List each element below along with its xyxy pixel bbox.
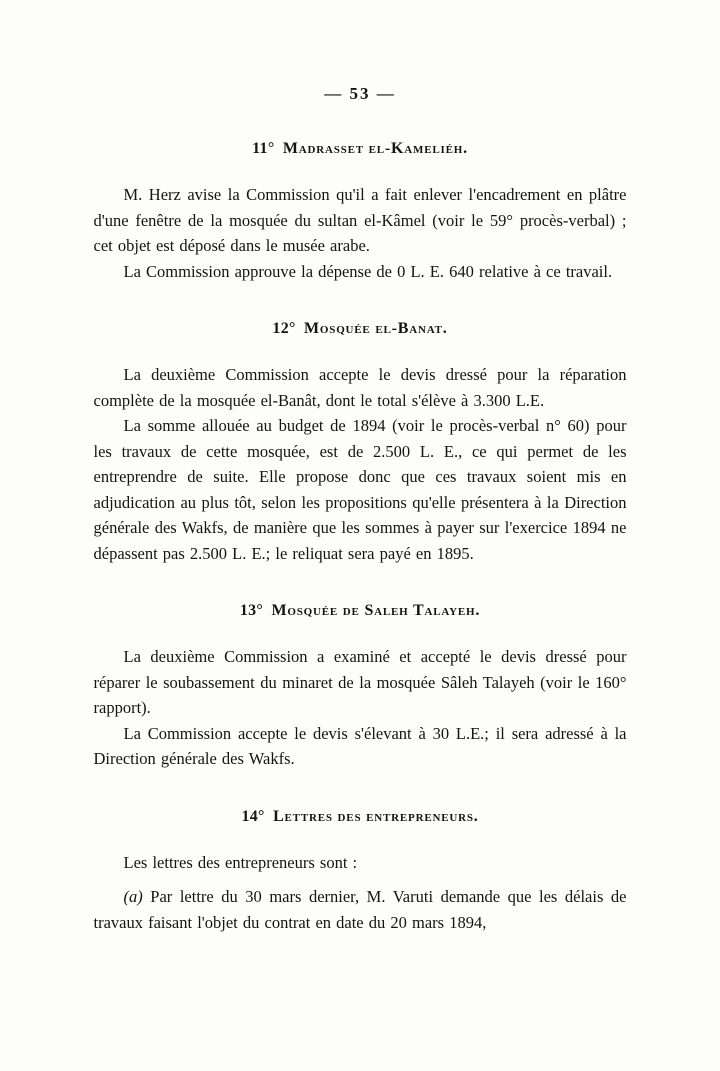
section-mosquee-el-banat [94, 320, 627, 566]
paragraph: La Commission accepte le devis s'élevant à 30 L.E.; il sera adressé à la Direction générale des Wakfs. [93, 723, 627, 768]
text-column [94, 140, 627, 935]
paragraph: M. Herz avise la Commission qu'il a fait enlever l'encadrement en plâtre d'une fenêtre de la mosquée du sultan el-Kâmel (voir le 59° procès-verbal) ; cet objet est déposé dans le musée arabe. [93, 185, 627, 255]
list-marker: (a) [123, 887, 143, 906]
section-heading [94, 320, 627, 338]
section-title: Mosquée el-Banat. [304, 320, 448, 337]
list-item-text: Par lettre du 30 mars dernier, M. Varuti demande que les délais de travaux faisant l'objet du contrat en date du 20 mars 1894, [93, 887, 627, 932]
section-title: Madrasset el-Kameliéh. [282, 140, 468, 157]
section-madrasset-el-kamelieh [94, 140, 627, 284]
paragraph: La somme allouée au budget de 1894 (voir le procès-verbal n° 60) pour les travaux de cette mosquée, est de 2.500 L. E., ce qui permet de les entreprendre de suite. Elle propose donc que ces travaux soient mis en adjudication au plus tôt, selon les propositions qu'elle présentera à la Direction générale des Wakfs, de manière que les sommes à payer sur l'exercice 1894 ne dépassent pas 2.500 L. E.; le reliquat sera payé en 1895. [93, 416, 627, 563]
section-title: Mosquée de Saleh Talayeh. [271, 602, 481, 619]
section-heading [94, 602, 627, 620]
paragraph: Les lettres des entrepreneurs sont : [123, 852, 358, 872]
section-number: 14° [241, 807, 265, 825]
section-number: 11° [252, 140, 275, 157]
page-number: — 53 — [324, 84, 396, 103]
section-number: 13° [239, 602, 264, 619]
section-lettres-des-entrepreneurs [94, 808, 627, 936]
paragraph: La Commission approuve la dépense de 0 L. E. 640 relative à ce travail. [123, 261, 613, 281]
section-mosquee-saleh-talayeh [94, 602, 627, 772]
paragraph: La deuxième Commission a examiné et accepté le devis dressé pour réparer le soubassement du minaret de la mosquée Sâleh Talayeh (voir le 160° rapport). [93, 647, 627, 717]
section-heading [94, 808, 627, 826]
paragraph-letter-item [94, 884, 627, 935]
section-heading [94, 140, 627, 158]
section-title: Lettres des entrepreneurs. [273, 807, 479, 825]
paragraph: La deuxième Commission accepte le devis dressé pour la réparation complète de la mosquée el-Banât, dont le total s'élève à 3.300 L.E. [93, 365, 627, 410]
section-number: 12° [272, 320, 296, 337]
